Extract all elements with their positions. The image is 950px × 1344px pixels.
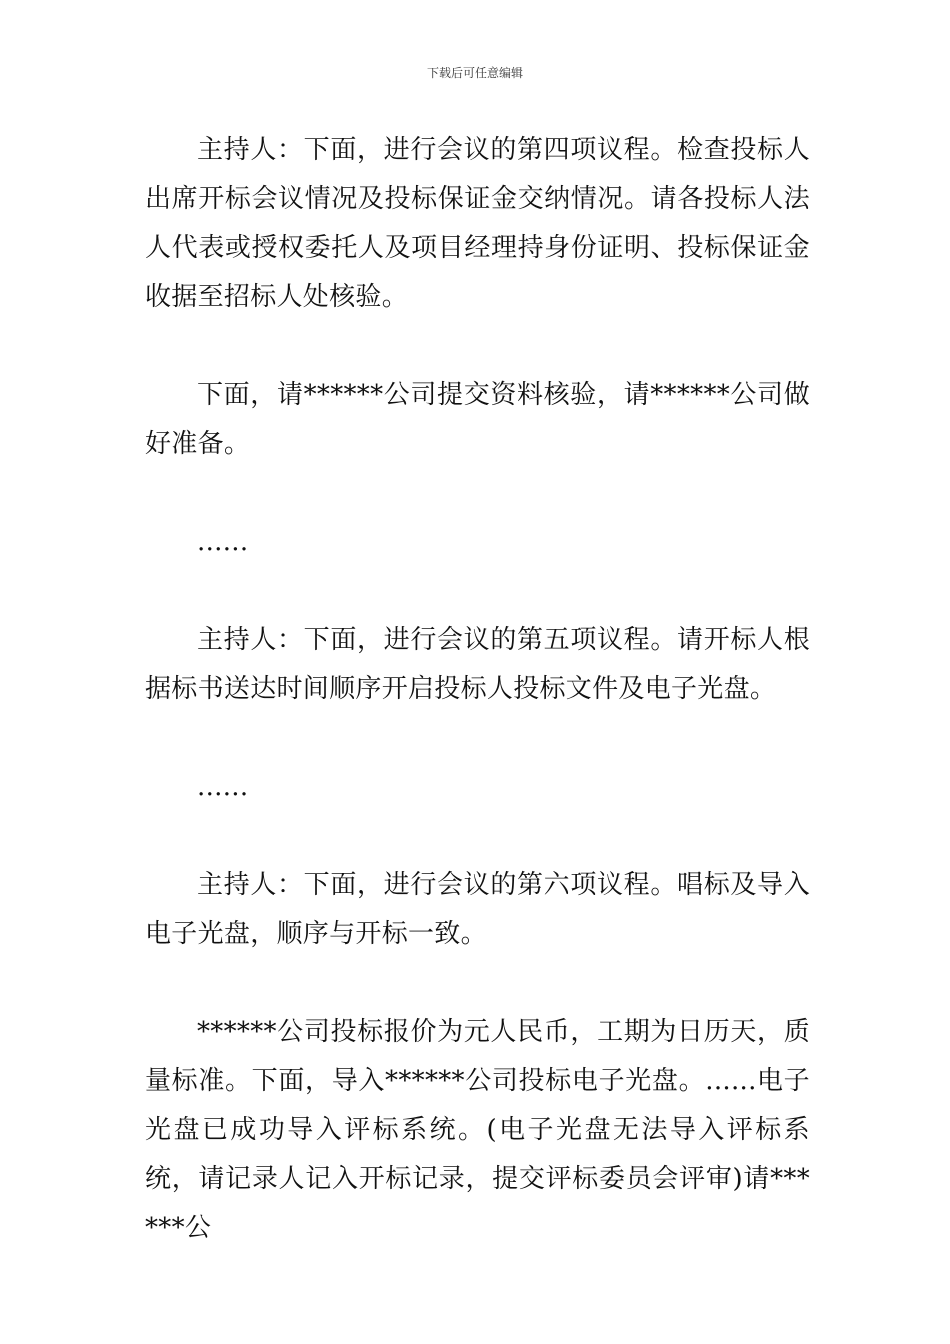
paragraph-bid-price: ******公司投标报价为元人民币，工期为日历天，质量标准。下面，导入******公司投标电子光盘。......电子光盘已成功导入评标系统。(电子光盘无法导入评标系统，请记录人记入开标记录，提交评标委员会评审)请******公: [145, 1017, 810, 1243]
paragraph-agenda-5: 主持人：下面，进行会议的第五项议程。请开标人根据标书送达时间顺序开启投标人投标文件及电子光盘。: [145, 625, 810, 704]
paragraph-gap: [145, 322, 810, 371]
paragraph-gap: [145, 567, 810, 616]
paragraph-agenda-6: 主持人：下面，进行会议的第六项议程。唱标及导入电子光盘，顺序与开标一致。: [145, 870, 810, 949]
paragraph-gap: [145, 959, 810, 1008]
paragraph-ellipsis: ......: [197, 772, 249, 802]
paragraph-agenda-4: 主持人：下面，进行会议的第四项议程。检查投标人出席开标会议情况及投标保证金交纳情况。请各投标人法人代表或授权委托人及项目经理持身份证明、投标保证金收据至招标人处核验。: [145, 135, 810, 312]
paragraph-gap: [145, 469, 810, 518]
document-body: [145, 126, 810, 1253]
paragraph-gap: [145, 812, 810, 861]
page-header: 下载后可任意编辑: [426, 66, 523, 80]
paragraph-verify-request: 下面，请******公司提交资料核验，请******公司做好准备。: [145, 380, 810, 459]
paragraph-gap: [145, 714, 810, 763]
paragraph-ellipsis: ......: [197, 527, 249, 557]
